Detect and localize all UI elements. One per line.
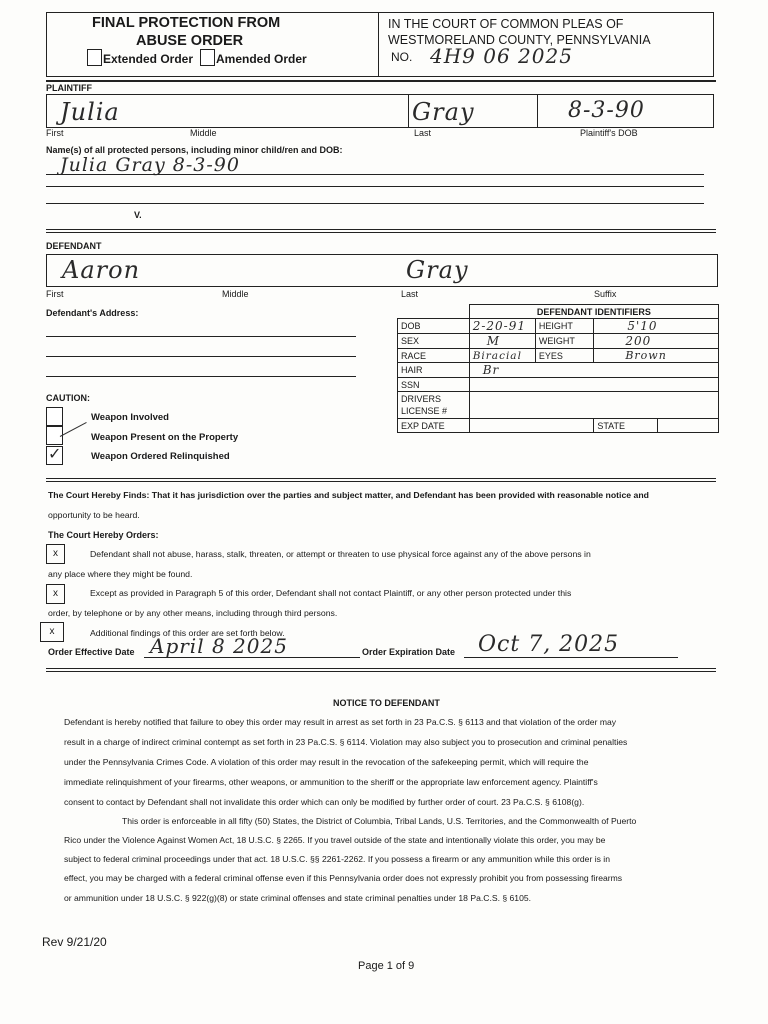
weapon-involved-label: Weapon Involved	[91, 412, 169, 423]
notice-p2-line: or ammunition under 18 U.S.C. § 922(g)(8) or state criminal offenses and state criminal penalties under 18 Pa.C.S. § 6105.	[64, 893, 532, 903]
defendant-middle-label: Middle	[222, 289, 249, 299]
drivers-label-1: DRIVERS	[401, 394, 442, 404]
weight-value-text: 200	[625, 334, 652, 348]
defendant-last-value: Gray	[406, 256, 469, 284]
plaintiff-section-label: PLAINTIFF	[46, 83, 92, 93]
defendant-suffix-label: Suffix	[594, 289, 617, 299]
sex-value	[469, 334, 535, 349]
plaintiff-middle-label: Middle	[190, 128, 217, 138]
defendant-first-label: First	[46, 289, 64, 299]
race-value	[469, 349, 535, 363]
header-rule	[46, 80, 716, 82]
hair-value	[469, 363, 718, 378]
form-title-line2: ABUSE ORDER	[136, 33, 244, 49]
dob-label: DOB	[398, 319, 470, 334]
state-label: STATE	[594, 419, 657, 433]
notice-p1-line: immediate relinquishment of your firearms, other weapons, or ammunition to the sheriff or the appropriate law enforcement agency. Plaintiff's	[64, 777, 598, 787]
expiration-date-line	[464, 657, 678, 658]
weapon-relinquished-checkmark: ✓	[48, 444, 63, 463]
address-line-2	[46, 356, 356, 357]
findings-line1: The Court Hereby Finds: That it has jurisdiction over the parties and subject matter, and Defendant has been provided with reasonable notice and	[48, 490, 649, 500]
revision-label: Rev 9/21/20	[42, 935, 107, 949]
weapon-present-strike	[60, 422, 87, 437]
notice-p2-line: effect, you may be charged with a federal criminal offense even if this Pennsylvania order does not expressly prohibit you from possessing firearms	[64, 873, 623, 883]
notice-p1-line: result in a charge of indirect criminal contempt as set forth in 23 Pa.C.S. § 6114. Violation may also subject you to prosecution and criminal penalties	[64, 737, 628, 747]
ssn-value	[469, 378, 718, 392]
weapon-involved-checkbox[interactable]	[46, 407, 63, 426]
plaintiff-last-label: Last	[414, 128, 432, 138]
caution-rule	[46, 478, 716, 482]
eyes-value	[594, 349, 719, 363]
height-value-text: 5'10	[627, 319, 658, 333]
weight-value	[594, 334, 719, 349]
defendant-section-label: DEFENDANT	[46, 241, 102, 251]
order1-checkbox[interactable]: x	[46, 544, 65, 564]
defendant-first-value: Aaron	[62, 256, 141, 284]
protected-line-2	[46, 186, 704, 187]
protected-persons-label: Name(s) of all protected persons, including minor child/ren and DOB:	[46, 145, 343, 155]
drivers-license-label	[398, 392, 470, 419]
ssn-label: SSN	[398, 378, 470, 392]
order2-line1: Except as provided in Paragraph 5 of this order, Defendant shall not contact Plaintiff, or any other person protected under this	[90, 588, 572, 598]
plaintiff-box-divider-1	[408, 94, 409, 127]
plaintiff-first-label: First	[46, 128, 64, 138]
protected-line-3	[46, 203, 704, 204]
header-divider	[378, 12, 379, 76]
notice-p1-line: under the Pennsylvania Crimes Code. A violation of this order may result in the revocation of the safekeeping permit, which will require the	[64, 757, 589, 767]
findings-rule	[46, 668, 716, 672]
exp-date-label: EXP DATE	[398, 419, 470, 433]
order3-line1: Additional findings of this order are set forth below.	[90, 628, 285, 638]
weapon-relinquished-checkbox[interactable]	[46, 446, 63, 465]
effective-date-label: Order Effective Date	[48, 647, 135, 657]
defendant-last-label: Last	[401, 289, 419, 299]
address-line-3	[46, 376, 356, 377]
eyes-label: EYES	[535, 349, 593, 363]
orders-label: The Court Hereby Orders:	[48, 530, 159, 540]
caution-label: CAUTION:	[46, 393, 90, 403]
expiration-date-label: Order Expiration Date	[362, 647, 456, 657]
docket-no-label: NO.	[391, 50, 413, 64]
race-label: RACE	[398, 349, 470, 363]
weapon-present-label: Weapon Present on the Property	[91, 432, 239, 443]
hair-label: HAIR	[398, 363, 470, 378]
findings-line2: opportunity to be heard.	[48, 510, 140, 520]
exp-date-value	[469, 419, 594, 433]
page-number: Page 1 of 9	[358, 960, 415, 972]
address-line-1	[46, 336, 356, 337]
versus-label: V.	[134, 210, 142, 220]
order2-checkbox[interactable]: x	[46, 584, 65, 604]
notice-title: NOTICE TO DEFENDANT	[333, 698, 440, 708]
notice-p2-line: Rico under the Violence Against Women Act, 18 U.S.C. § 2265. If you travel outside of the state and intentionally violate this order, you may be	[64, 835, 606, 845]
extended-order-checkbox[interactable]	[87, 49, 102, 66]
race-value-text: Biracial	[472, 349, 522, 362]
defendant-identifiers-table	[397, 304, 719, 433]
defendant-name-box	[46, 254, 718, 287]
order1-line1: Defendant shall not abuse, harass, stalk, threaten, or attempt or threaten to use physical force against any of the above persons in	[90, 549, 591, 559]
identifiers-header: DEFENDANT IDENTIFIERS	[469, 305, 718, 319]
sex-label: SEX	[398, 334, 470, 349]
notice-p1-line: consent to contact by Defendant shall not invalidate this order which can only be modified by further order of court. 23 Pa.C.S. § 6108(g).	[64, 797, 585, 807]
drivers-label-2: LICENSE #	[401, 406, 448, 416]
plaintiff-dob-label: Plaintiff's DOB	[580, 128, 638, 138]
amended-order-checkbox[interactable]	[200, 49, 215, 66]
court-line1: IN THE COURT OF COMMON PLEAS OF	[388, 17, 624, 31]
defendant-address-label: Defendant's Address:	[46, 308, 139, 318]
identifiers-table-spacer	[398, 305, 470, 319]
weight-label: WEIGHT	[535, 334, 593, 349]
dob-value	[469, 319, 535, 334]
protected-line-1	[46, 174, 704, 175]
notice-p2-line: This order is enforceable in all fifty (50) States, the District of Columbia, Tribal Lands, U.S. Territories, and the Commonwealth of Puerto	[122, 816, 637, 826]
plaintiff-box-divider-2	[537, 94, 538, 127]
form-title-line1: FINAL PROTECTION FROM	[92, 15, 281, 31]
notice-p2-line: subject to federal criminal proceedings under that act. 18 U.S.C. §§ 2261-2262. If you possess a firearm or any ammunition while this order is in	[64, 854, 610, 864]
notice-p1-line: Defendant is hereby notified that failure to obey this order may result in arrest as set forth in 23 Pa.C.S. § 6113 and that violation of the order may	[64, 717, 617, 727]
court-line2: WESTMORELAND COUNTY, PENNSYLVANIA	[388, 33, 651, 47]
eyes-value-text: Brown	[625, 349, 667, 362]
order2-line2: order, by telephone or by any other means, including through third persons.	[48, 608, 338, 618]
effective-date-value: April 8 2025	[150, 634, 288, 658]
plaintiff-last-value: Gray	[412, 98, 475, 126]
amended-order-label: Amended Order	[216, 52, 307, 66]
plaintiff-dob-value: 8-3-90	[568, 98, 645, 123]
expiration-date-value: Oct 7, 2025	[478, 632, 620, 657]
dob-value-text: 2-20-91	[472, 319, 527, 333]
order1-line2: any place where they might be found.	[48, 569, 193, 579]
protected-persons-value: Julia Gray 8-3-90	[60, 154, 240, 176]
sex-value-text: M	[486, 334, 501, 348]
drivers-license-value	[469, 392, 718, 419]
plaintiff-first-value: Julia	[60, 98, 120, 126]
hair-value-text: Br	[482, 363, 500, 377]
height-label: HEIGHT	[535, 319, 593, 334]
state-value	[657, 419, 718, 433]
versus-rule	[46, 229, 716, 233]
height-value	[594, 319, 719, 334]
weapon-relinquished-label: Weapon Ordered Relinquished	[91, 451, 230, 462]
order3-checkbox[interactable]: x	[40, 622, 64, 642]
extended-order-label: Extended Order	[103, 52, 194, 66]
docket-no-value: 4H9 06 2025	[430, 44, 573, 68]
